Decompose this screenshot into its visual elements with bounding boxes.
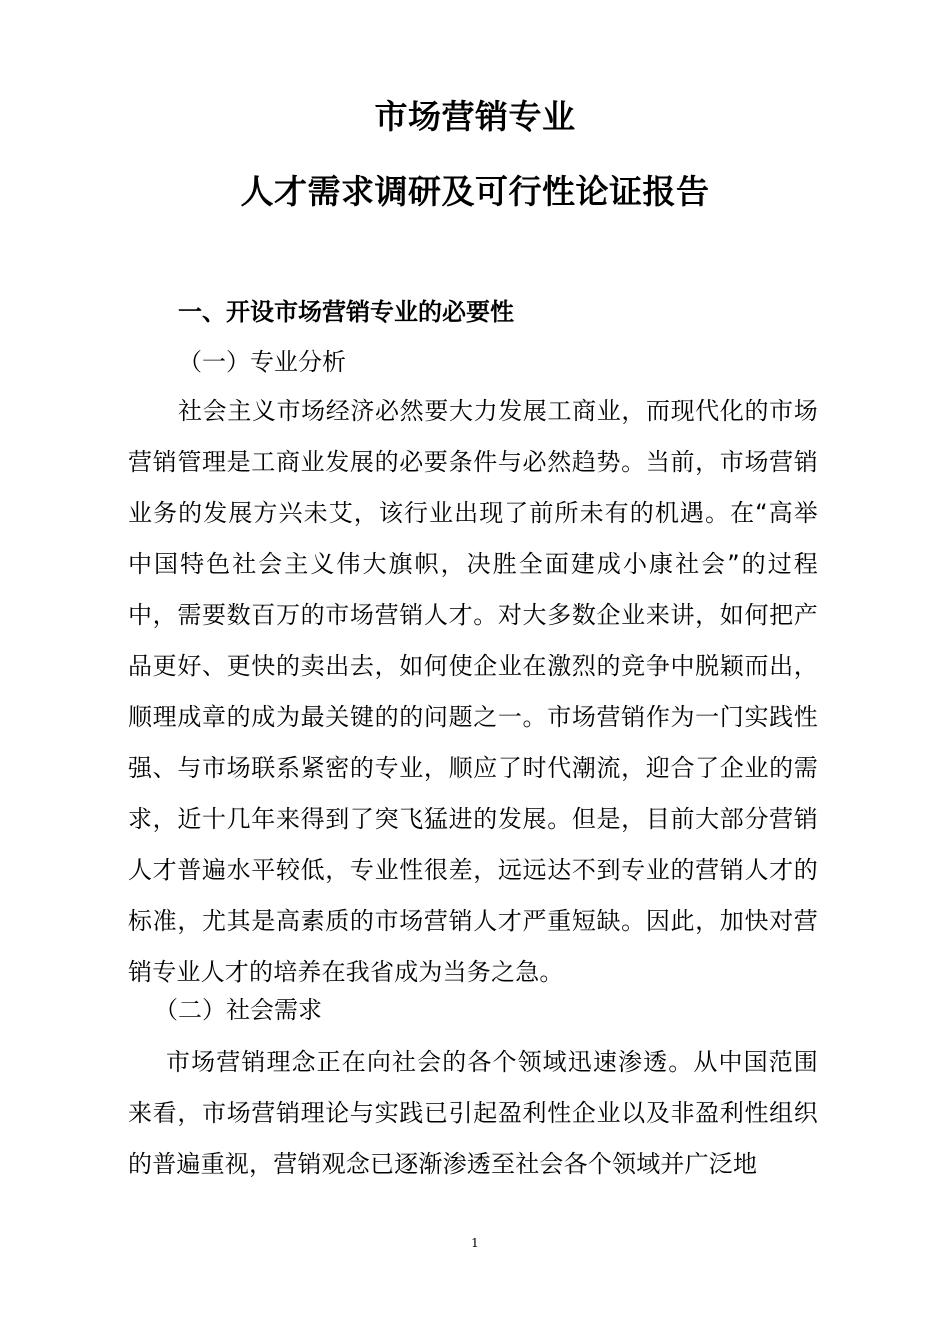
subsection-heading-analysis: （一）专业分析: [178, 348, 346, 376]
document-title-line1: 市场营销专业: [374, 97, 576, 136]
subsection-heading-social-demand: （二）社会需求: [154, 996, 322, 1024]
paragraph-social-demand: 市场营销理念正在向社会的各个领域迅速渗透。从中国范围来看，市场营销理论与实践已引起盈利性企业以及非盈利性组织的普遍重视，营销观念已逐渐渗透至社会各个领域并广泛地: [128, 1048, 818, 1178]
document-title-line2: 人才需求调研及可行性论证报告: [240, 172, 710, 211]
page-number: 1: [471, 1236, 479, 1250]
section-heading-necessity: 一、开设市场营销专业的必要性: [178, 298, 514, 326]
paragraph-professional-analysis: 社会主义市场经济必然要大力发展工商业，而现代化的市场营销管理是工商业发展的必要条件与必然趋势。当前，市场营销业务的发展方兴未艾，该行业出现了前所未有的机遇。在“高举中国特色社会主义伟大旗帜，决胜全面建成小康社会”的过程中，需要数百万的市场营销人才。对大多数企业来讲，如何把产品更好、更快的卖出去，如何使企业在激烈的竞争中脱颖而出，顺理成章的成为最关键的的问题之一。市场营销作为一门实践性强、与市场联系紧密的专业，顺应了时代潮流，迎合了企业的需求，近十几年来得到了突飞猛进的发展。但是，目前大部分营销人才普遍水平较低，专业性很差，远远达不到专业的营销人才的标准，尤其是高素质的市场营销人才严重短缺。因此，加快对营销专业人才的培养在我省成为当务之急。: [128, 397, 818, 986]
